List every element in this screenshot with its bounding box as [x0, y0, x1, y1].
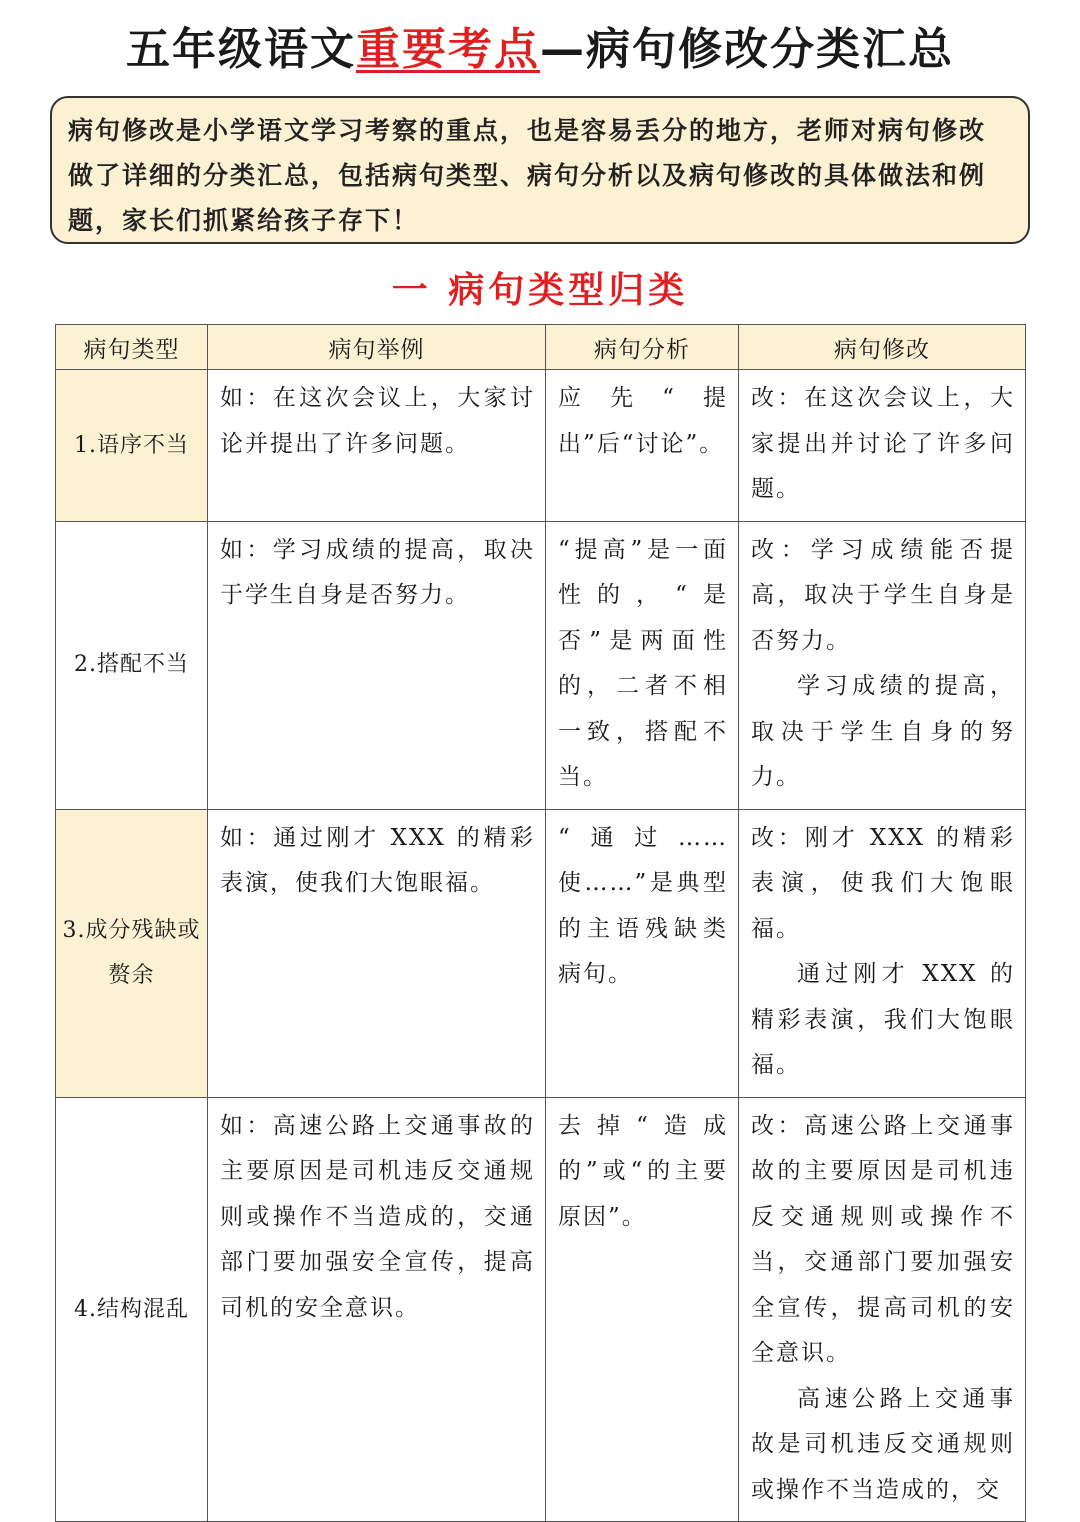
page-title	[0, 18, 1080, 82]
header-fix: 病句修改	[739, 325, 1026, 370]
row-type: 2.搭配不当	[56, 521, 208, 809]
header-analysis: 病句分析	[546, 325, 739, 370]
row-fix-main: 改：在这次会议上，大家提出并讨论了许多问题。	[751, 385, 1015, 502]
row-example: 如：学习成绩的提高，取决于学生自身是否努力。	[208, 521, 546, 809]
row-type: 4.结构混乱	[56, 1097, 208, 1522]
row-fix-main: 改：刚才 XXX 的精彩表演，使我们大饱眼福。	[751, 824, 1015, 942]
row-fix	[739, 521, 1026, 809]
title-part2: —病句修改分类汇总	[540, 24, 954, 75]
row-example: 如：高速公路上交通事故的主要原因是司机违反交通规则或操作不当造成的，交通部门要加强安全宣传，提高司机的安全意识。	[208, 1097, 546, 1522]
row-fix	[739, 809, 1026, 1097]
table-row	[56, 521, 1026, 809]
header-type: 病句类型	[56, 325, 208, 370]
row-analysis: “提高”是一面性的，“是否”是两面性的，二者不相一致，搭配不当。	[546, 521, 739, 809]
table-row	[56, 1097, 1026, 1522]
row-type: 3.成分残缺或赘余	[56, 809, 208, 1097]
header-example: 病句举例	[208, 325, 546, 370]
row-analysis: 去掉“造成的”或“的主要原因”。	[546, 1097, 739, 1522]
title-highlight: 重要考点	[356, 24, 540, 75]
row-fix-alt: 高速公路上交通事故是司机违反交通规则或操作不当造成的，交	[751, 1385, 1015, 1503]
table-row	[56, 370, 1026, 522]
row-example: 如：通过刚才 XXX 的精彩表演，使我们大饱眼福。	[208, 809, 546, 1097]
title-part1: 五年级语文	[126, 24, 356, 75]
table-row	[56, 809, 1026, 1097]
row-fix	[739, 370, 1026, 522]
row-example: 如：在这次会议上，大家讨论并提出了许多问题。	[208, 370, 546, 522]
row-fix	[739, 1097, 1026, 1522]
row-fix-alt: 通过刚才 XXX 的精彩表演，我们大饱眼福。	[751, 961, 1015, 1078]
row-analysis: “通过……使……”是典型的主语残缺类病句。	[546, 809, 739, 1097]
row-fix-main: 改：学习成绩能否提高，取决于学生自身是否努力。	[751, 536, 1015, 654]
row-fix-main: 改：高速公路上交通事故的主要原因是司机违反交通规则或操作不当，交通部门要加强安全宣传，提高司机的安全意识。	[751, 1112, 1015, 1366]
table-header-row	[56, 325, 1026, 370]
intro-box: 病句修改是小学语文学习考察的重点，也是容易丢分的地方，老师对病句修改做了详细的分类汇总，包括病句类型、病句分析以及病句修改的具体做法和例题，家长们抓紧给孩子存下！	[50, 96, 1030, 244]
row-type: 1.语序不当	[56, 370, 208, 522]
section-heading: 一 病句类型归类	[391, 270, 689, 311]
error-sentence-table	[55, 324, 1026, 1522]
row-fix-alt: 学习成绩的提高，取决于学生自身的努力。	[751, 673, 1015, 790]
row-analysis: 应先“提出”后“讨论”。	[546, 370, 739, 522]
